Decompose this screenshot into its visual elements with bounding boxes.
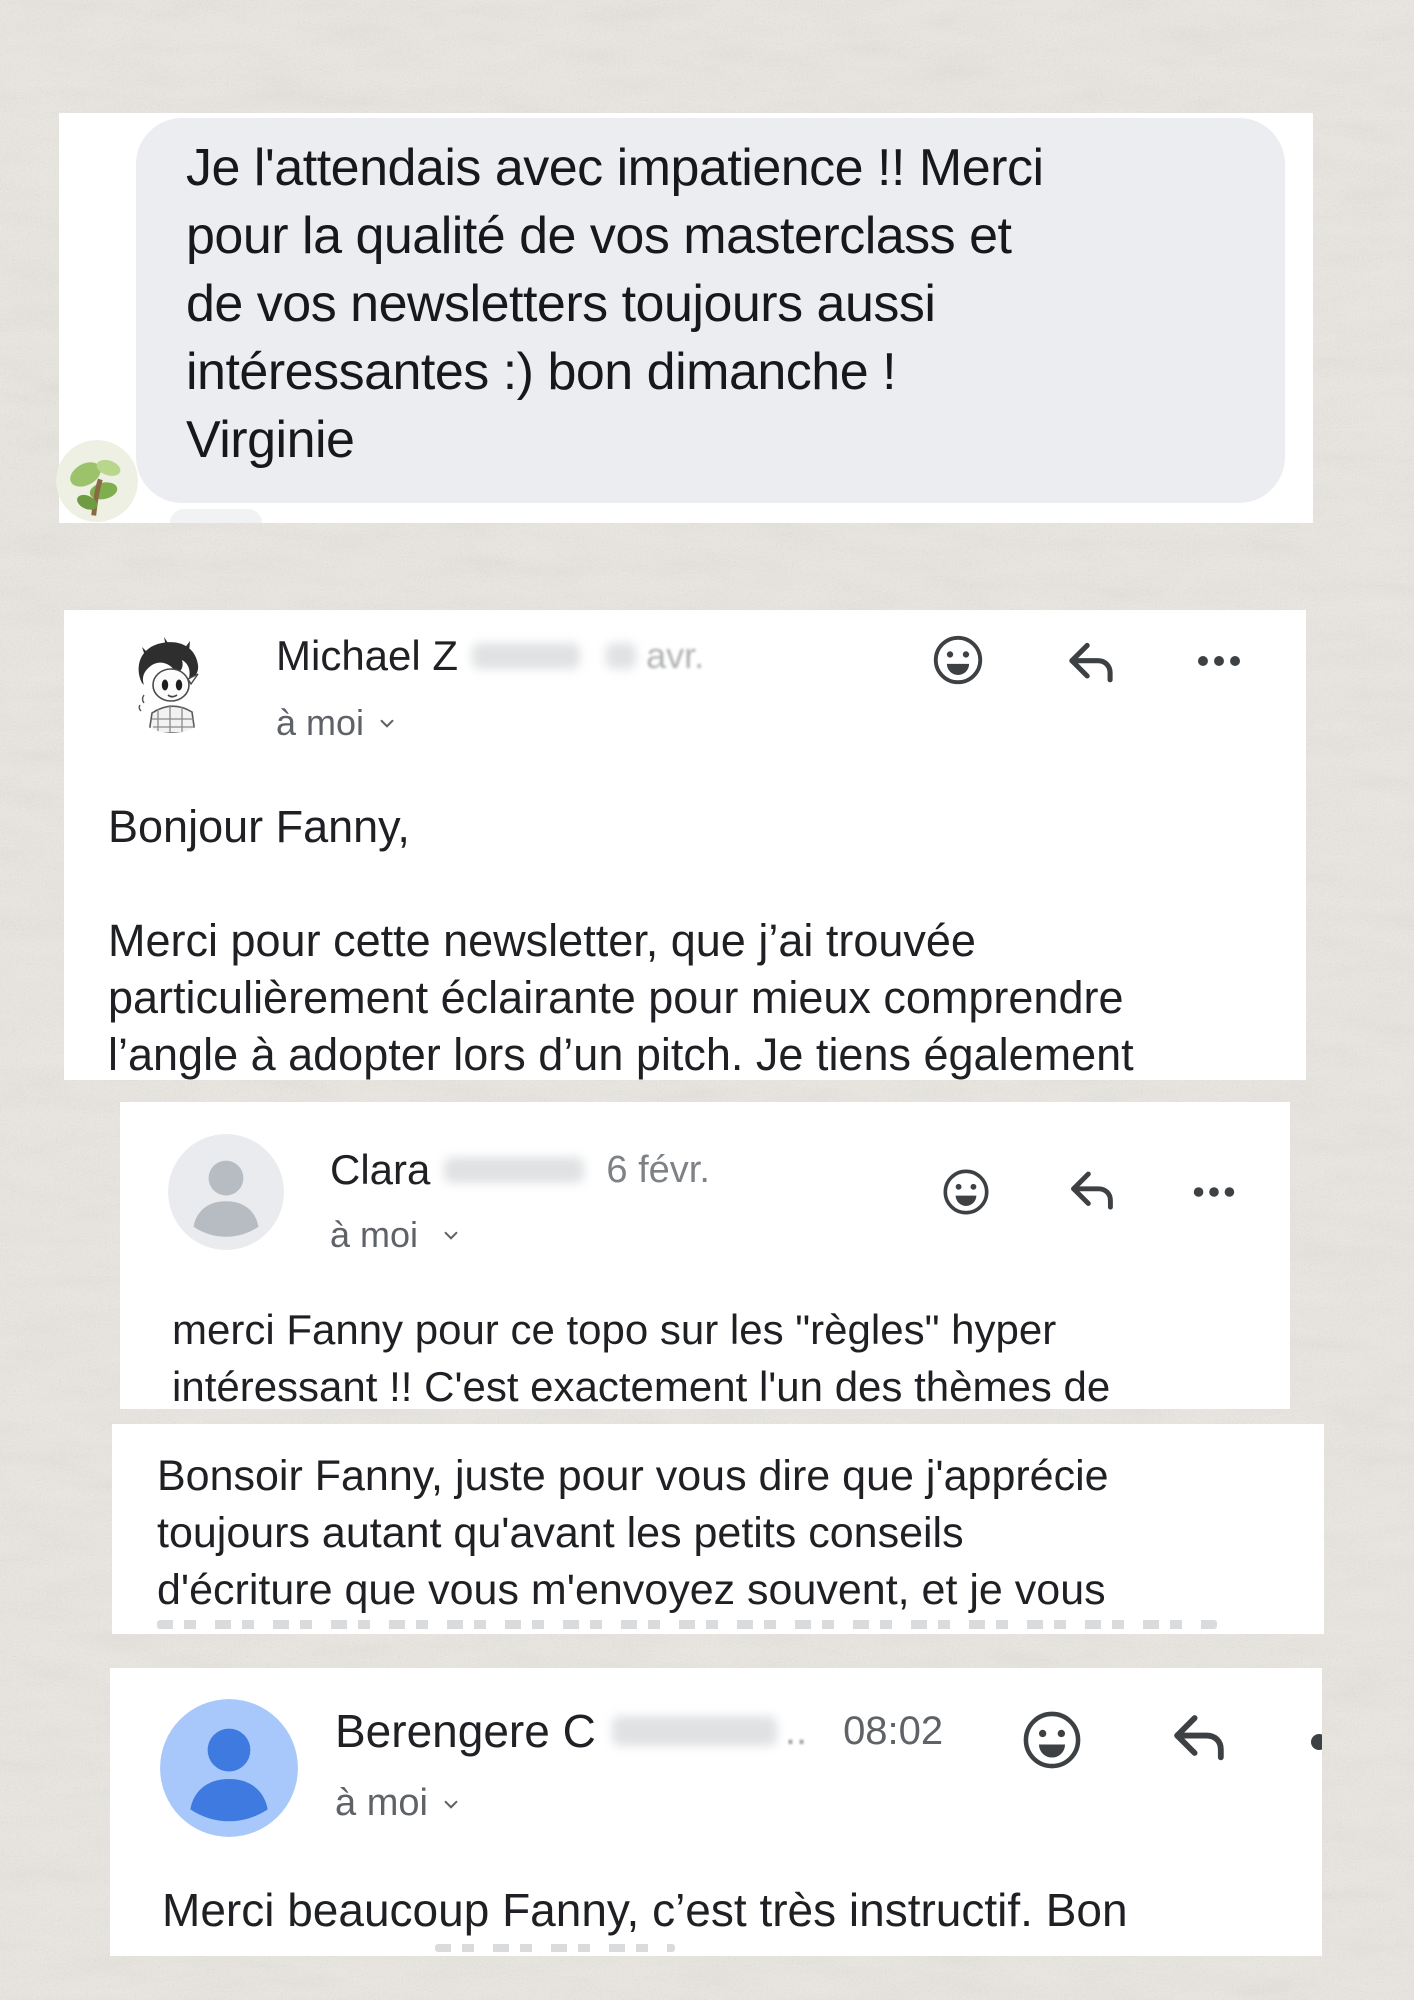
- reply-arrow-icon: [1061, 1163, 1123, 1217]
- more-options-button[interactable]: [1188, 1166, 1240, 1218]
- bubble-line: intéressantes :) bon dimanche !: [186, 343, 897, 401]
- testimonial-card-bonsoir: [112, 1424, 1324, 1634]
- sender-name: Michael Z: [276, 632, 459, 679]
- sketch-boy-avatar-image: [122, 633, 222, 733]
- reply-arrow-icon: [1162, 1705, 1236, 1769]
- redacted-surname: [472, 643, 580, 669]
- email-body-line: merci Fanny pour ce topo sur les "règles" hyper: [172, 1306, 1057, 1353]
- chevron-down-icon: [438, 1222, 464, 1248]
- email-body-line: toujours autant qu'avant les petits conseils: [157, 1509, 964, 1557]
- chevron-down-icon: [374, 710, 400, 736]
- message-date: 6 févr.: [606, 1148, 710, 1191]
- email-body-line: intéressant !! C'est exactement l'un des thèmes de: [172, 1363, 1111, 1410]
- sender-avatar-blue: [160, 1699, 298, 1837]
- recipient-label: à moi: [330, 1214, 419, 1255]
- clipped-text-line: [435, 1944, 675, 1952]
- email-body-line: Bonsoir Fanny, juste pour vous dire que j'apprécie: [157, 1452, 1109, 1500]
- message-date: avr.: [646, 635, 705, 676]
- sender-avatar-sketch: [122, 633, 222, 733]
- sender-row: [330, 1146, 710, 1194]
- reply-arrow-icon: [1059, 634, 1123, 690]
- sender-row: [335, 1704, 943, 1758]
- recipient-dropdown[interactable]: [335, 1782, 464, 1825]
- more-options-icon-clipped[interactable]: [1311, 1734, 1322, 1750]
- email-card-clara: [120, 1102, 1290, 1409]
- email-card-berengere: [110, 1668, 1322, 1956]
- message-bubble: [136, 118, 1285, 503]
- bubble-line: Virginie: [186, 411, 355, 469]
- more-options-icon: [1193, 635, 1245, 687]
- sender-row: [276, 632, 704, 680]
- chevron-down-icon: [438, 1791, 464, 1817]
- smiley-icon: [939, 1165, 993, 1219]
- redacted-surname: [612, 1716, 777, 1746]
- more-options-button[interactable]: [1192, 634, 1246, 688]
- plant-avatar-image: [56, 440, 138, 522]
- redacted-date-day: [606, 643, 636, 669]
- bubble-line: Je l'attendais avec impatience !! Merci: [186, 139, 1044, 197]
- clipped-text-line: [157, 1620, 1217, 1629]
- emoji-reaction-button[interactable]: [939, 1165, 993, 1219]
- next-bubble-edge: [170, 509, 262, 523]
- plant-photo-avatar: [56, 440, 138, 522]
- email-body-line: particulièrement éclairante pour mieux comprendre: [108, 972, 1124, 1023]
- redacted-ellipsis: ..: [784, 1708, 808, 1753]
- email-body-line: Merci pour cette newsletter, que j’ai trouvée: [108, 915, 976, 966]
- redacted-surname: [444, 1157, 584, 1183]
- blue-person-avatar-image: [160, 1699, 298, 1837]
- sender-avatar-default: [168, 1134, 284, 1250]
- email-body-line: l’angle à adopter lors d’un pitch. Je tiens également: [108, 1029, 1134, 1080]
- emoji-reaction-button[interactable]: [1018, 1706, 1086, 1774]
- recipient-label: à moi: [276, 702, 365, 743]
- reply-button[interactable]: [1060, 1162, 1124, 1218]
- email-card-michael: [64, 610, 1306, 1080]
- testimonial-card-virginie: [59, 113, 1313, 523]
- message-time: 08:02: [843, 1708, 944, 1753]
- reply-button[interactable]: [1058, 634, 1124, 690]
- more-options-icon: [1189, 1167, 1239, 1217]
- bubble-line: de vos newsletters toujours aussi: [186, 275, 936, 333]
- bubble-line: pour la qualité de vos masterclass et: [186, 207, 1012, 265]
- reply-button[interactable]: [1161, 1704, 1237, 1770]
- recipient-label: à moi: [335, 1782, 428, 1824]
- email-body-line: d'écriture que vous m'envoyez souvent, et je vous: [157, 1566, 1106, 1614]
- smiley-icon: [929, 631, 987, 689]
- sender-name: Berengere C: [335, 1705, 596, 1757]
- recipient-dropdown[interactable]: [276, 702, 400, 744]
- email-body-line: Merci beaucoup Fanny, c’est très instructif. Bon: [162, 1884, 1128, 1936]
- sender-name: Clara: [330, 1146, 431, 1193]
- recipient-dropdown[interactable]: [330, 1214, 464, 1256]
- smiley-icon: [1018, 1706, 1086, 1774]
- default-person-avatar-image: [168, 1134, 284, 1250]
- email-greeting: Bonjour Fanny,: [108, 801, 410, 852]
- message-text: [186, 134, 1266, 474]
- emoji-reaction-button[interactable]: [929, 631, 987, 689]
